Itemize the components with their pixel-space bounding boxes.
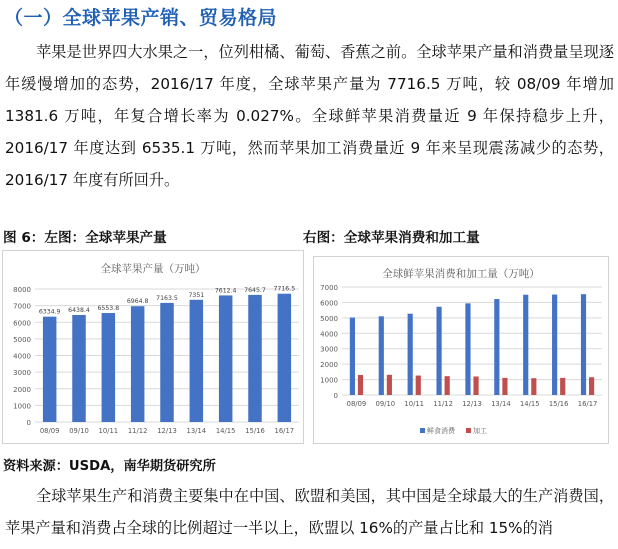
consumption-chart-bar [581, 294, 586, 395]
production-chart-bar [72, 315, 85, 422]
consumption-chart-bar [408, 314, 413, 395]
production-chart-data-label: 6334.9 [38, 308, 61, 316]
consumption-chart-bar [436, 307, 441, 395]
consumption-chart-legend-label: 鲜食消费 [427, 427, 455, 435]
production-chart-x-tick-label: 12/13 [157, 427, 177, 435]
production-chart-x-tick-label: 10/11 [98, 427, 119, 435]
production-chart-y-tick-label: 3000 [13, 369, 31, 378]
consumption-chart-y-tick-label: 3000 [320, 345, 338, 354]
production-chart-y-tick-label: 8000 [13, 286, 31, 294]
apple-consumption-chart [313, 256, 609, 444]
consumption-chart-x-tick-label: 16/17 [577, 400, 598, 408]
production-chart-y-tick-label: 4000 [13, 352, 31, 361]
consumption-chart-x-tick-label: 12/13 [462, 400, 482, 408]
production-chart-data-label: 7163.5 [156, 294, 178, 302]
production-chart-y-tick-label: 1000 [13, 402, 31, 411]
consumption-chart-bar [494, 299, 499, 395]
apple-production-chart [2, 250, 304, 444]
production-chart-y-tick-label: 5000 [13, 335, 31, 344]
section-heading: （一）全球苹果产销、贸易格局 [4, 7, 278, 29]
production-chart-x-tick-label: 09/10 [69, 427, 89, 435]
production-chart-y-tick-label: 6000 [13, 319, 31, 328]
consumption-chart-legend-label: 加工 [473, 427, 487, 435]
production-chart-title: 全球苹果产量（万吨） [100, 263, 206, 275]
consumption-chart-bar [523, 295, 528, 395]
production-chart-bar [219, 295, 232, 422]
consumption-chart-y-tick-label: 0 [333, 392, 338, 400]
consumption-chart-y-tick-label: 6000 [320, 299, 338, 308]
figure-caption-right: 右图：全球苹果消费和加工量 [303, 230, 480, 246]
consumption-chart-bar [502, 378, 507, 395]
consumption-chart-legend-swatch [466, 428, 471, 433]
consumption-chart-y-tick-label: 4000 [320, 330, 338, 339]
intro-paragraph: 苹果是世界四大水果之一，位列柑橘、葡萄、香蕉之前。全球苹果产量和消费量呈现逐年缓慢增加的态势，2016/17 年度，全球苹果产量为 7716.5 万吨，较 08/09 年增加 1381.6 万吨，年复合增长率为 0.027%。全球鲜苹果消费量近 9 年保持稳步上升，2016/17 年度达到 6535.1 万吨，然而苹果加工消费量近 9 年来呈现震荡减少的态势，2016/17 年度有所回升。 [5, 43, 614, 189]
production-chart-bar [131, 306, 144, 422]
production-chart-bar [278, 294, 291, 422]
production-chart-x-tick-label: 14/15 [215, 427, 236, 435]
consumption-chart-bar [531, 378, 536, 395]
consumption-chart-bar [387, 375, 392, 395]
production-chart-x-tick-label: 11/12 [127, 427, 148, 435]
production-chart-bar [160, 303, 173, 422]
production-chart-bar [190, 300, 203, 422]
body-paragraph: 全球苹果生产和消费主要集中在中国、欧盟和美国，其中国是全球最大的生产消费国，苹果产量和消费占全球的比例超过一半以上，欧盟以 16%的产量占比和 15%的消 [5, 487, 614, 537]
consumption-chart-x-tick-label: 11/12 [433, 400, 453, 408]
consumption-chart-bar [560, 378, 565, 395]
production-chart-x-tick-label: 13/14 [186, 427, 207, 435]
production-chart-bar [248, 295, 261, 422]
figure-caption-left: 图 6：左图：全球苹果产量 [3, 230, 167, 246]
consumption-chart-bar [473, 376, 478, 395]
production-chart-x-tick-label: 16/17 [274, 427, 295, 435]
production-chart-data-label: 7351 [188, 291, 205, 299]
production-chart-data-label: 6964.8 [126, 298, 149, 306]
production-chart-x-tick-label: 15/16 [245, 427, 265, 435]
apple-consumption-chart-svg [314, 257, 608, 443]
production-chart-bar [43, 317, 56, 422]
consumption-chart-bar [416, 376, 421, 395]
consumption-chart-bar [379, 316, 384, 395]
consumption-chart-legend-swatch [420, 428, 425, 433]
consumption-chart-x-tick-label: 15/16 [548, 400, 569, 408]
consumption-chart-x-tick-label: 10/11 [404, 400, 425, 408]
production-chart-y-tick-label: 7000 [13, 302, 31, 311]
production-chart-bar [102, 313, 115, 422]
consumption-chart-y-tick-label: 5000 [320, 314, 338, 323]
consumption-chart-y-tick-label: 7000 [320, 284, 338, 292]
consumption-chart-bar [465, 303, 470, 395]
data-source: 资料来源：USDA，南华期货研究所 [3, 459, 216, 474]
production-chart-data-label: 6553.8 [97, 305, 120, 313]
production-chart-data-label: 7716.5 [273, 285, 296, 293]
production-chart-data-label: 6438.4 [68, 306, 90, 314]
production-chart-y-tick-label: 2000 [13, 385, 31, 394]
consumption-chart-bar [358, 375, 363, 395]
consumption-chart-bar [445, 376, 450, 395]
production-chart-x-tick-label: 08/09 [39, 427, 60, 435]
consumption-chart-bar [589, 377, 594, 395]
production-chart-y-tick-label: 0 [26, 419, 31, 427]
apple-production-chart-svg [3, 251, 303, 443]
production-chart-data-label: 7612.4 [214, 287, 237, 295]
consumption-chart-x-tick-label: 08/09 [346, 400, 367, 408]
consumption-chart-title: 全球鲜苹果消费和加工量（万吨） [382, 268, 540, 280]
consumption-chart-y-tick-label: 2000 [320, 361, 338, 370]
production-chart-data-label: 7645.7 [244, 286, 266, 294]
consumption-chart-bar [350, 318, 355, 395]
consumption-chart-bar [552, 295, 557, 395]
consumption-chart-x-tick-label: 13/14 [491, 400, 511, 408]
consumption-chart-y-tick-label: 1000 [320, 376, 338, 385]
consumption-chart-x-tick-label: 14/15 [519, 400, 540, 408]
consumption-chart-x-tick-label: 09/10 [375, 400, 396, 408]
